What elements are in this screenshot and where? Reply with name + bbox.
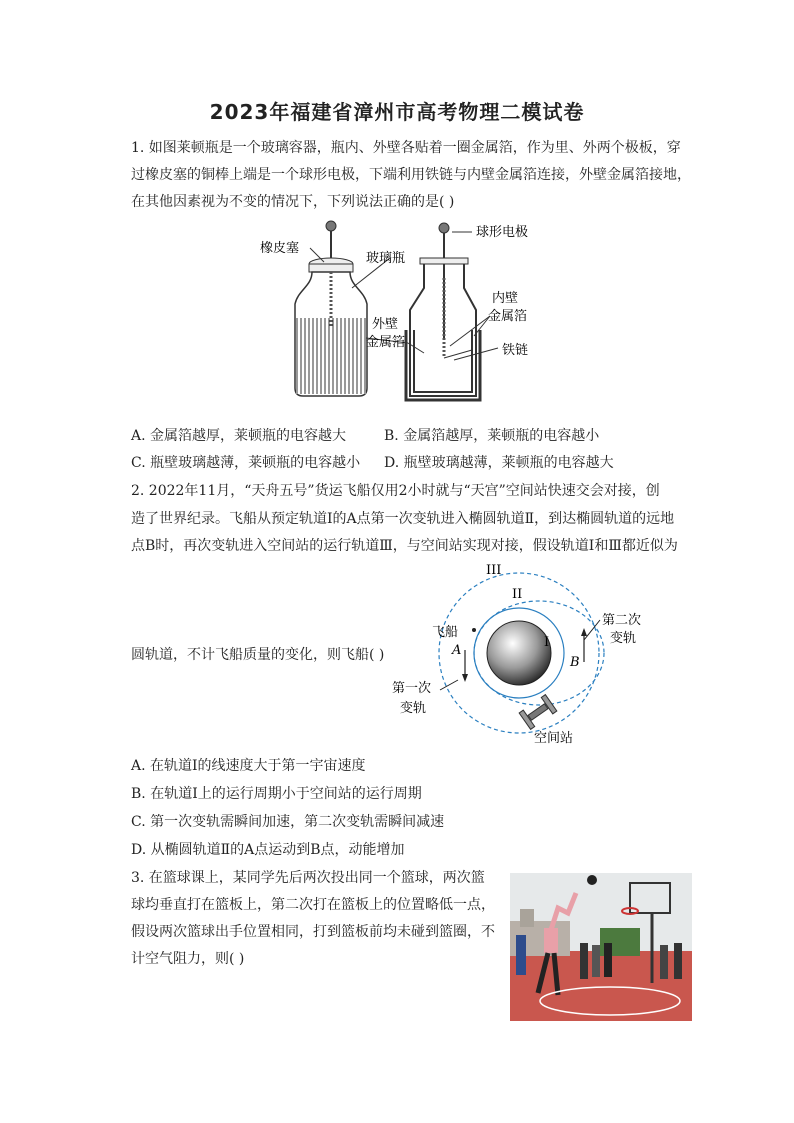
q2-option-d: D. 从椭圆轨道Ⅱ的A点运动到B点，动能增加 xyxy=(131,842,405,858)
label-station: 空间站 xyxy=(534,731,574,746)
leyden-jar-figure xyxy=(240,218,560,408)
label-outer-foil-1: 外壁 xyxy=(372,317,399,332)
page-title: 2023年福建省漳州市高考物理二模试卷 xyxy=(209,100,585,124)
q2-option-a: A. 在轨道Ⅰ的线速度大于第一宇宙速度 xyxy=(131,758,366,774)
ship-dot xyxy=(472,628,476,632)
q2-stem-line-3: 点B时，再次变轨进入空间站的运行轨道Ⅲ，与空间站实现对接，假设轨道Ⅰ和Ⅲ都近似为 xyxy=(131,538,678,554)
label-second-change-2: 变轨 xyxy=(610,631,637,646)
q2-stem-line-1: 2. 2022年11月，“天舟五号”货运飞船仅用2小时就与“天宫”空间站快速交会对接，创 xyxy=(131,483,660,499)
label-ship: 飞船 xyxy=(432,625,459,640)
q2-option-c: C. 第一次变轨需瞬间加速，第二次变轨需瞬间减速 xyxy=(131,814,445,830)
label-glass-bottle: 玻璃瓶 xyxy=(366,251,406,266)
label-inner-foil-1: 内壁 xyxy=(492,291,519,306)
q1-stem-line-3: 在其他因素视为不变的情况下，下列说法正确的是( ) xyxy=(131,194,455,210)
label-second-change-1: 第二次 xyxy=(602,613,642,628)
q3-stem-line-1: 3. 在篮球课上，某同学先后两次投出同一个篮球，两次篮 xyxy=(131,870,485,886)
q1-option-c: C. 瓶壁玻璃越薄，莱顿瓶的电容越小 xyxy=(131,455,361,471)
earth xyxy=(487,621,551,685)
label-stopper: 橡皮塞 xyxy=(260,241,300,256)
q1-option-d: D. 瓶壁玻璃越薄，莱顿瓶的电容越大 xyxy=(384,455,614,471)
label-first-change-2: 变轨 xyxy=(400,701,427,716)
q1-option-b: B. 金属箔越厚，莱顿瓶的电容越小 xyxy=(384,428,600,444)
q1-stem-line-1: 1. 如图莱顿瓶是一个玻璃容器，瓶内、外壁各贴着一圈金属箔，作为里、外两个极板，穿 xyxy=(131,140,681,156)
q3-stem-line-4: 计空气阻力，则( ) xyxy=(131,951,245,967)
label-orbit-ii: II xyxy=(512,587,523,602)
q2-option-b: B. 在轨道Ⅰ上的运行周期小于空间站的运行周期 xyxy=(131,786,422,802)
label-chain: 铁链 xyxy=(502,343,529,358)
station-icon xyxy=(519,695,557,730)
label-point-b: B xyxy=(570,655,580,670)
label-inner-foil-2: 金属箔 xyxy=(488,309,528,324)
q1-option-a: A. 金属箔越厚，莱顿瓶的电容越大 xyxy=(131,428,347,444)
label-sphere-electrode: 球形电极 xyxy=(476,225,529,240)
q3-stem-line-3: 假设两次篮球出手位置相同，打到篮板前均未碰到篮圈，不 xyxy=(131,924,495,940)
label-orbit-iii: III xyxy=(486,563,502,578)
left-jar xyxy=(295,221,367,396)
q2-stem-line-2: 造了世界纪录。飞船从预定轨道Ⅰ的A点第一次变轨进入椭圆轨道Ⅱ，到达椭圆轨道的远地 xyxy=(131,511,675,527)
q3-stem-line-2: 球均垂直打在篮板上，第二次打在篮板上的位置略低一点， xyxy=(131,897,495,913)
orbit-figure xyxy=(388,560,688,750)
label-first-change-1: 第一次 xyxy=(392,681,432,696)
basketball-photo xyxy=(510,873,692,1021)
right-jar xyxy=(406,223,480,400)
q2-stem-line-4: 圆轨道，不计飞船质量的变化，则飞船( ) xyxy=(131,647,385,663)
q1-stem-line-2: 过橡皮塞的铜棒上端是一个球形电极，下端利用铁链与内壁金属箔连接，外壁金属箔接地， xyxy=(131,167,691,183)
label-outer-foil-2: 金属箔 xyxy=(366,335,406,350)
label-point-a: A xyxy=(452,643,462,658)
label-orbit-i: I xyxy=(544,635,550,650)
